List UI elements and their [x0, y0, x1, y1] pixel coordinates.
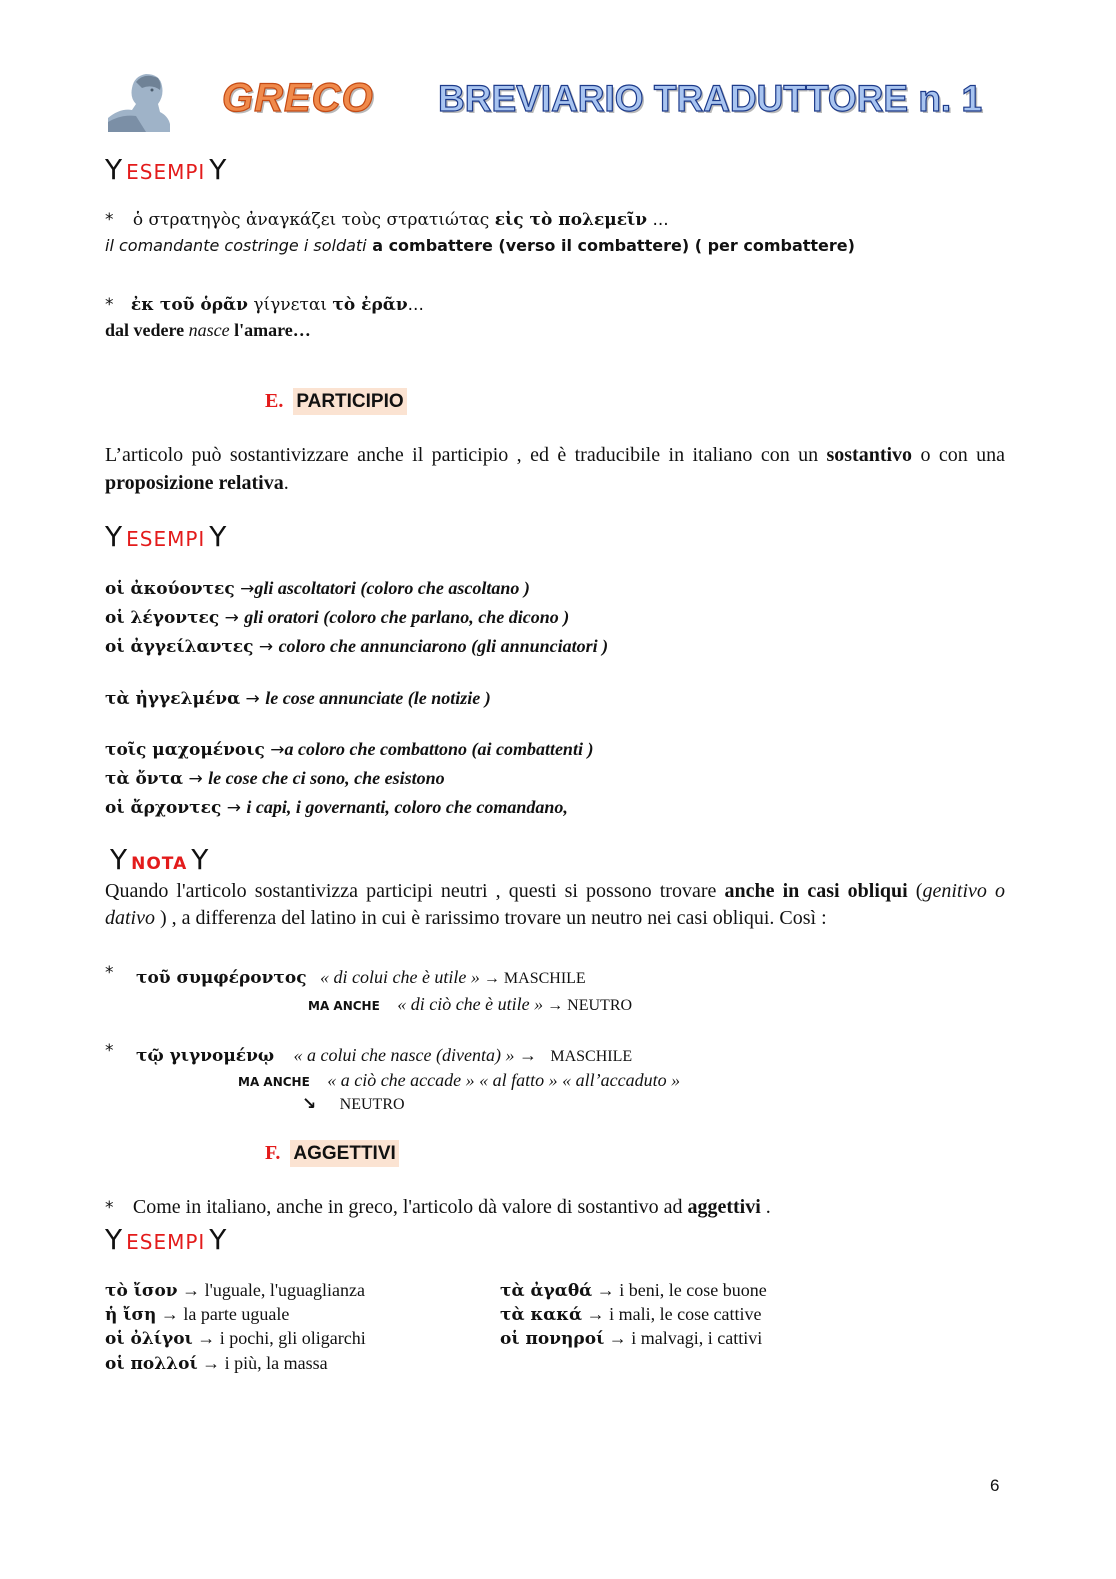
greek-text-bold: οἱ πολλοί: [105, 1354, 198, 1374]
greek-text-bold: τὰ ἀγαθά: [500, 1281, 593, 1301]
arrow: →: [264, 740, 285, 760]
translation-italic: le cose annunciate (le notizie ): [265, 688, 491, 708]
adjective-example: [105, 1304, 289, 1325]
section-e-heading: [265, 390, 407, 413]
translation-italic: nasce: [188, 320, 230, 340]
greek-text-bold: οἱ πονηροί: [500, 1329, 605, 1349]
paragraph-text: .: [283, 472, 289, 494]
adjective-example: [500, 1280, 767, 1301]
translation-italic: il comandante costringe i soldati: [105, 236, 367, 255]
adjective-example: [500, 1304, 762, 1325]
greek-text-bold: τὰ ἠγγελμένα: [105, 689, 241, 709]
participle-example: [105, 578, 530, 599]
adjective-example: [105, 1328, 366, 1349]
ma-anche-label: MA ANCHE: [308, 999, 380, 1013]
aggettivi-intro: [105, 1196, 771, 1219]
nota-example-2-line: [136, 1045, 632, 1066]
arrow-down-right-icon: ↘: [302, 1094, 317, 1114]
arrow: →: [253, 637, 279, 657]
translation-italic: le cose che ci sono, che esistono: [208, 768, 445, 788]
paragraph-text: Quando l'articolo sostantivizza participi neutri , questi si possono trovare: [105, 880, 725, 902]
paragraph-text: (: [907, 880, 923, 902]
paragraph-bold: anche in casi obliqui: [724, 880, 908, 902]
bullet: *: [105, 963, 114, 983]
greek-text-bold: τὸ ἐρᾶν: [332, 295, 408, 315]
translation-italic: « a ciò che accade » « al fatto » « all’accaduto »: [327, 1070, 681, 1090]
nota-example-2: [105, 1041, 114, 1061]
translation-italic: « di colui che è utile »: [319, 967, 480, 987]
example-1-translation: [105, 236, 855, 256]
translation-bold: a combattere (verso il combattere) ( per combattere): [366, 236, 855, 255]
header-greco-title: GRECO: [222, 76, 374, 120]
translation-bold: l'amare…: [229, 320, 311, 340]
participle-example: [105, 797, 568, 818]
nota-heading: [110, 843, 208, 876]
esempi-mark-left: Y: [105, 1223, 123, 1256]
section-letter: F.: [265, 1142, 281, 1164]
arrow: →: [221, 798, 247, 818]
bullet: *: [105, 1198, 114, 1218]
participio-paragraph: [105, 441, 1005, 497]
example-2-translation: [105, 320, 311, 341]
nota-example-2-alt: [238, 1070, 680, 1091]
greek-text-bold: οἱ ἄρχοντες: [105, 798, 222, 818]
greek-text-bold: τοῦ συμφέροντος: [136, 968, 307, 988]
gender-result: NEUTRO: [339, 1096, 405, 1113]
adjective-example: [105, 1353, 328, 1374]
esempi-heading: [105, 1223, 226, 1256]
participle-example: [105, 607, 569, 628]
translation-italic: « a colui che nasce (diventa) » →: [293, 1045, 537, 1065]
participle-example: [105, 739, 593, 760]
paragraph-bold: aggettivi: [687, 1196, 761, 1218]
greek-text-bold: οἱ ἀγγείλαντες: [105, 637, 254, 657]
translation-italic: i capi, i governanti, coloro che comandano,: [246, 797, 568, 817]
arrow: →: [183, 769, 209, 789]
greek-text-bold: εἰς τὸ πολεμεῖν: [494, 210, 648, 230]
gender-result: → MASCHILE: [479, 970, 586, 987]
greek-text-bold: οἱ λέγοντες: [105, 608, 220, 628]
translation-text: → i malvagi, i cattivi: [604, 1328, 763, 1348]
nota-example-1-alt: [308, 994, 632, 1015]
greek-text-bold: ἡ ἴση: [105, 1305, 157, 1325]
statue-bust-image: [106, 68, 172, 132]
nota-mark-left: Y: [110, 843, 128, 876]
esempi-label: ESEMPI: [126, 1230, 206, 1254]
paragraph-text: ) , a differenza del latino in cui è rarissimo trovare un neutro nei casi obliqui. Così :: [155, 907, 827, 929]
page-number: 6: [990, 1476, 1000, 1495]
greek-text-bold: τῷ γιγνομένῳ: [136, 1046, 275, 1066]
bullet: *: [105, 295, 114, 315]
esempi-label: ESEMPI: [126, 160, 206, 184]
paragraph-bold: sostantivo: [826, 444, 913, 466]
paragraph-text: Come in italiano, anche in greco, l'articolo dà valore di sostantivo ad: [132, 1196, 688, 1218]
gender-result: → NEUTRO: [543, 997, 633, 1014]
translation-text: → i più, la massa: [197, 1353, 328, 1373]
esempi-mark-left: Y: [105, 520, 123, 553]
esempi-mark-right: Y: [209, 1223, 227, 1256]
nota-example-1: [105, 963, 114, 983]
translation-italic: a coloro che combattono (ai combattenti ): [284, 739, 594, 759]
example-1-greek: [105, 210, 669, 230]
bullet: *: [105, 1041, 114, 1061]
example-2-greek: [105, 295, 424, 315]
esempi-heading: [105, 520, 226, 553]
arrow: →: [219, 608, 245, 628]
translation-text: → la parte uguale: [156, 1304, 290, 1324]
ellipsis: ...: [407, 295, 424, 315]
bullet: *: [105, 210, 114, 230]
paragraph-text: o con una: [912, 444, 1005, 466]
greek-text-bold: ἐκ τοῦ ὁρᾶν: [130, 295, 248, 315]
ma-anche-label: MA ANCHE: [238, 1075, 310, 1089]
nota-example-2-neutro: [302, 1094, 405, 1114]
esempi-mark-right: Y: [209, 520, 227, 553]
translation-italic: gli ascoltatori (coloro che ascoltano ): [254, 578, 530, 598]
esempi-heading: [105, 153, 226, 186]
paragraph-bold: proposizione relativa: [105, 472, 284, 494]
translation-text: → i beni, le cose buone: [592, 1280, 767, 1300]
translation-text: → i mali, le cose cattive: [582, 1304, 762, 1324]
nota-paragraph: [105, 878, 1005, 932]
arrow: →: [240, 689, 266, 709]
gender-result: MASCHILE: [550, 1048, 633, 1065]
esempi-label: ESEMPI: [126, 527, 206, 551]
participle-example: [105, 768, 445, 789]
header-breviario-title: BREVIARIO TRADUTTORE n. 1: [438, 78, 983, 119]
paragraph-italic: genitivo o dativo: [105, 880, 1005, 929]
nota-example-1-line: [136, 967, 586, 988]
section-letter: E.: [265, 390, 284, 412]
greek-text-bold: οἱ ὀλίγοι: [105, 1329, 193, 1349]
section-f-heading: [265, 1142, 399, 1165]
participle-example: [105, 636, 608, 657]
greek-text-bold: τὰ κακά: [500, 1305, 583, 1325]
participle-example: [105, 688, 491, 709]
section-title: PARTICIPIO: [293, 388, 406, 415]
translation-bold: dal vedere: [105, 320, 189, 340]
translation-italic: gli oratori (coloro che parlano, che dicono ): [244, 607, 570, 627]
adjective-example: [105, 1280, 365, 1301]
greek-text-bold: τὸ ἴσον: [105, 1281, 178, 1301]
greek-text: ὁ στρατηγὸς ἀναγκάζει τοὺς στρατιώτας: [132, 210, 495, 230]
greek-text-bold: τοῖς μαχομένοις: [105, 740, 265, 760]
translation-italic: « di ciò che è utile »: [397, 994, 544, 1014]
adjective-example: [500, 1328, 762, 1349]
translation-text: → l'uguale, l'uguaglianza: [177, 1280, 366, 1300]
section-title: AGGETTIVI: [290, 1140, 398, 1167]
translation-italic: coloro che annunciarono (gli annunciatori ): [278, 636, 609, 656]
nota-label: NOTA: [131, 854, 188, 874]
paragraph-text: .: [760, 1196, 771, 1218]
nota-mark-right: Y: [191, 843, 209, 876]
greek-text-bold: τὰ ὄντα: [105, 769, 184, 789]
greek-text-bold: οἱ ἀκούοντες: [105, 579, 235, 599]
paragraph-text: L’articolo può sostantivizzare anche il participio , ed è traducibile in italiano con un: [105, 444, 827, 466]
translation-text: → i pochi, gli oligarchi: [192, 1328, 366, 1348]
esempi-mark-left: Y: [105, 153, 123, 186]
arrow: →: [234, 579, 255, 599]
esempi-mark-right: Y: [209, 153, 227, 186]
greek-text: γίγνεται: [247, 295, 333, 315]
ellipsis: ...: [647, 210, 669, 230]
